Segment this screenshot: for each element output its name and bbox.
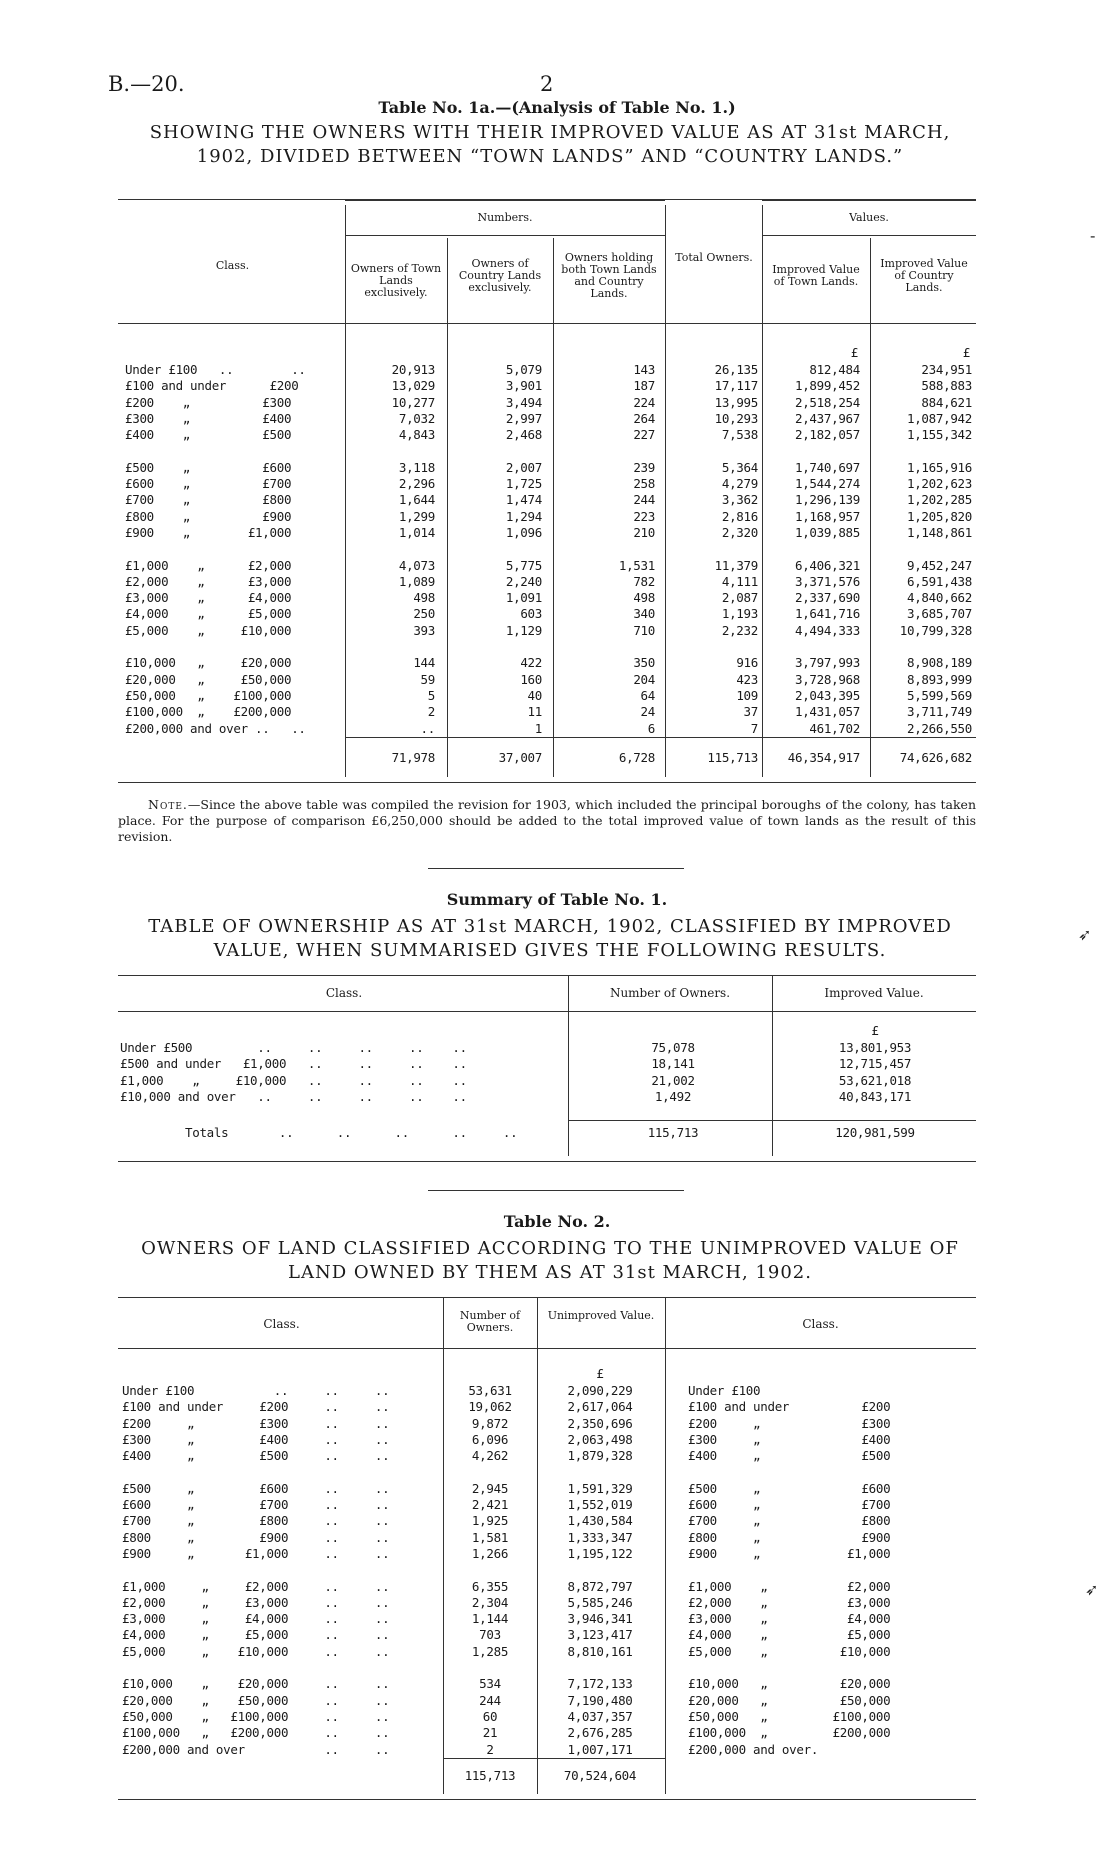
table-2-total-number: 115,713 [464,1768,516,1783]
margin-mark: ➶ [1078,925,1092,944]
summary-total-value: 120,981,599 [835,1125,915,1140]
table-1a-total-rule [345,737,976,738]
note-label: Note. [148,797,188,812]
summary-class-header: Class. [325,986,363,1000]
total-both-owners: 6,728 [618,750,655,765]
pound-sign: £ [962,345,970,360]
class-list: Under £100 .. .. £100 and under £200 £200 „ £300 £300 „ £400 £400 „ £500 £500 „ £600 £600 „ £700 £700 „ £800 £800 „ £900 £900 „ £1,000 £1,000 „ £2,000 £2,000 „ £3,000 £3,000 „ £4,000 £4,000 „ £5,000 £5,000 „ £10,000 £10,000 „ £20,000 £20,000 „ £50,000 £50,000 „ £100,000 £100,000 „ £200,000 £200,000 and over .. .. [125,362,306,736]
column-divider [537,1297,538,1794]
summary-total-number: 115,713 [647,1125,699,1140]
summary-title: Summary of Table No. 1. [446,890,668,909]
numbers-group-rule [345,200,665,201]
column-divider [870,238,871,777]
column-divider [665,205,666,777]
summary-header-rule [118,1011,976,1012]
class-column-header: Class. [215,259,250,272]
summary-caption-line1: TABLE OF OWNERSHIP AS AT 31st MARCH, 1902, CLASSIFIED BY IMPROVED [148,916,952,937]
pound-sign: £ [850,345,858,360]
town-owners-column-header: Owners of Town Lands exclusively. [350,262,442,299]
numbers-group-header: Numbers. [477,211,533,224]
column-divider [762,205,763,777]
column-divider [345,205,346,777]
improved-country-values: 234,951 588,883 884,621 1,087,942 1,155,342 1,165,916 1,202,623 1,202,285 1,205,820 1,148,861 9,452,247 6,591,438 4,840,662 3,685,707 10,799,328 8,908,189 8,893,999 5,599,569 3,711,749 2,266,550 [899,362,972,736]
total-improved-country: 74,626,682 [899,750,972,765]
values-group-underline [762,235,976,236]
total-improved-town: 46,354,917 [787,750,860,765]
values-group-rule [762,200,976,201]
total-owners-column-header: Total Owners. [675,251,753,264]
pound-sign: £ [871,1023,879,1038]
improved-town-values: 812,484 1,899,452 2,518,254 2,437,967 2,182,057 1,740,697 1,544,274 1,296,139 1,168,957 1,039,885 6,406,321 3,371,576 2,337,690 1,641,716 4,494,333 3,797,993 3,728,968 2,043,395 1,431,057 461,702 [794,362,860,736]
summary-value-values: 13,801,953 12,715,457 53,621,018 40,843,171 [838,1040,912,1104]
column-divider [443,1297,444,1794]
column-divider [568,975,569,1156]
table-2-top-rule [118,1297,976,1298]
margin-mark: ➶ [1085,1580,1099,1599]
table-1a-title: Table No. 1a.—(Analysis of Table No. 1.) [378,98,736,117]
table-2-class2-header: Class. [802,1317,839,1331]
table-2-header-rule [118,1348,976,1349]
table-2-value-values: 2,090,229 2,617,064 2,350,696 2,063,498 1,879,328 1,591,329 1,552,019 1,430,584 1,333,347 1,195,122 8,872,797 5,585,246 3,946,341 3,123,417 8,810,161 7,172,133 7,190,480 4,037,357 2,676,285 1,007,171 [567,1383,633,1757]
table-2-caption-line1: OWNERS OF LAND CLASSIFIED ACCORDING TO THE UNIMPROVED VALUE OF [141,1238,959,1259]
town-owners-values: 20,913 13,029 10,277 7,032 4,843 3,118 2,296 1,644 1,299 1,014 4,073 1,089 498 250 393 144 59 5 2 .. [391,362,435,736]
summary-value-header: Improved Value. [824,986,924,1000]
both-owners-column-header: Owners holding both Town Lands and Country Lands. [561,251,657,300]
table-2-class-list: Under £100 .. .. .. £100 and under £200 .. .. £200 „ £300 .. .. £300 „ £400 .. .. £400 „ £500 .. .. £500 „ £600 .. .. £600 „ £700 .. .. £700 „ £800 .. .. £800 „ £900 .. .. £900 „ £1,000 .. .. £1,000 „ £2,000 .. .. £2,000 „ £3,000 .. .. £3,000 „ £4,000 .. .. £4,000 „ £5,000 .. .. £5,000 „ £10,000 .. .. £10,000 „ £20,000 .. .. £20,000 „ £50,000 .. .. £50,000 „ £100,000 .. .. £100,000 „ £200,000 .. .. £200,000 and over .. .. [122,1383,390,1757]
document-reference: B.—20. [108,72,185,96]
table-2-total-value: 70,524,604 [563,1768,637,1783]
page-number: 2 [540,72,554,96]
margin-mark: ‐ [1090,226,1096,245]
summary-caption-line2: VALUE, WHEN SUMMARISED GIVES THE FOLLOWING RESULTS. [213,940,887,961]
note-text: —Since the above table was compiled the revision for 1903, which included the principal boroughs of the colony, has taken place. For the purpose of comparison £6,250,000 should be added to the total improved value of town lands as the result of this revision. [118,797,976,844]
summary-totals-label: Totals .. .. .. .. .. [185,1125,518,1140]
numbers-group-underline [345,235,665,236]
table-2-class2-list: Under £100 £100 and under £200 £200 „ £300 £300 „ £400 £400 „ £500 £500 „ £600 £600 „ £700 £700 „ £800 £800 „ £900 £900 „ £1,000 £1,000 „ £2,000 £2,000 „ £3,000 £3,000 „ £4,000 £4,000 „ £5,000 £5,000 „ £10,000 £10,000 „ £20,000 £20,000 „ £50,000 £50,000 „ £100,000 £100,000 „ £200,000 £200,000 and over. [688,1383,891,1757]
improved-town-column-header: Improved Value of Town Lands. [772,263,860,288]
table-2-total-rule [443,1758,665,1759]
total-country-owners: 37,007 [498,750,542,765]
table-2-title: Table No. 2. [503,1212,611,1231]
total-owners: 115,713 [707,750,758,765]
summary-bottom-rule [118,1161,976,1162]
column-divider [665,1297,666,1794]
table-1a-bottom-rule [118,782,976,783]
column-divider [772,975,773,1156]
both-owners-values: 143 187 224 264 227 239 258 244 223 210 1,531 782 498 340 710 350 204 64 24 6 [618,362,655,736]
summary-number-header: Number of Owners. [609,986,731,1000]
table-note [118,797,976,845]
table-1a-caption-line2: 1902, DIVIDED BETWEEN “TOWN LANDS” AND “COUNTRY LANDS.” [196,146,904,167]
section-divider [428,868,684,869]
total-owners-values: 26,135 17,117 13,995 10,293 7,538 5,364 4,279 3,362 2,816 2,320 11,379 4,111 2,087 1,193 2,232 916 423 109 37 7 [714,362,758,736]
summary-top-rule [118,975,976,976]
table-2-caption-line2: LAND OWNED BY THEM AS AT 31st MARCH, 1902. [288,1262,812,1283]
table-2-number-values: 53,631 19,062 9,872 6,096 4,262 2,945 2,421 1,925 1,581 1,266 6,355 2,304 1,144 703 1,285 534 244 60 21 2 [468,1383,512,1757]
column-divider [553,238,554,777]
table-2-class-header: Class. [263,1317,300,1331]
table-1a-header-rule [118,323,976,324]
table-1a-caption-line1: SHOWING THE OWNERS WITH THEIR IMPROVED VALUE AS AT 31st MARCH, [149,122,951,143]
values-group-header: Values. [849,211,889,224]
table-2-value-header: Unimproved Value. [547,1309,655,1322]
column-divider [447,238,448,777]
pound-sign: £ [596,1366,604,1381]
improved-country-column-header: Improved Value of Country Lands. [880,257,968,294]
summary-class-list: Under £500 .. .. .. .. .. £500 and under £1,000 .. .. .. .. £1,000 „ £10,000 .. .. .. .. £10,000 and over .. .. .. .. .. [120,1040,467,1104]
section-divider [428,1190,684,1191]
country-owners-values: 5,079 3,901 3,494 2,997 2,468 2,007 1,725 1,474 1,294 1,096 5,775 2,240 1,091 603 1,129 422 160 40 11 1 [505,362,542,736]
country-owners-column-header: Owners of Country Lands exclusively. [458,257,542,294]
table-2-bottom-rule [118,1799,976,1800]
table-2-number-header: Number of Owners. [459,1309,521,1334]
summary-number-values: 75,078 18,141 21,002 1,492 [651,1040,695,1104]
total-town-owners: 71,978 [391,750,435,765]
